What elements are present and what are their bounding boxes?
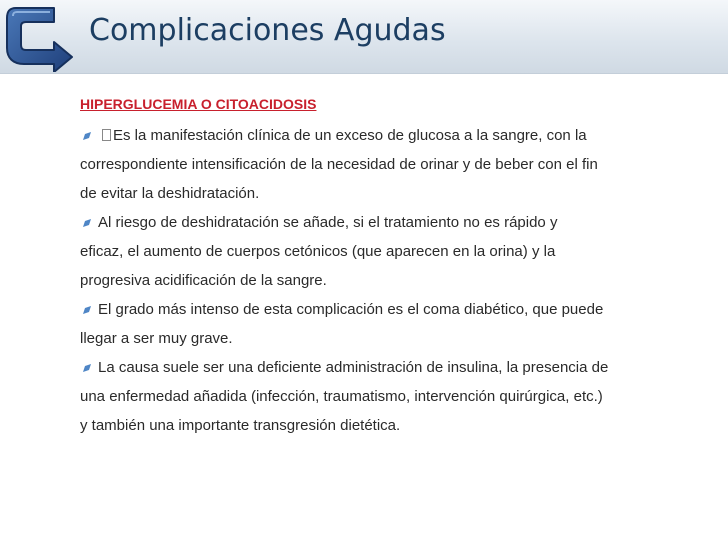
slide-title: Complicaciones Agudas (89, 13, 446, 48)
curved-return-arrow-icon (4, 2, 76, 72)
paragraph-2 (80, 208, 680, 295)
paragraph-line: llegar a ser muy grave. (80, 330, 233, 347)
paragraph-line: una enfermedad añadida (infección, traumatismo, intervención quirúrgica, etc.) (80, 388, 603, 405)
paragraph-4 (80, 353, 680, 440)
blue-arrow-bullet-icon (82, 131, 92, 141)
paragraph-line: de evitar la deshidratación. (80, 185, 260, 202)
missing-glyph-box (102, 129, 111, 141)
paragraph-3 (80, 295, 680, 353)
content-area (80, 93, 680, 440)
paragraph-line: Es la manifestación clínica de un exceso de glucosa a la sangre, con la (80, 121, 680, 150)
blue-arrow-bullet-icon (82, 218, 92, 228)
blue-arrow-bullet-icon (82, 363, 92, 373)
paragraph-line: La causa suele ser una deficiente administración de insulina, la presencia de (80, 353, 680, 382)
paragraph-line: El grado más intenso de esta complicación es el coma diabético, que puede (80, 295, 680, 324)
blue-arrow-bullet-icon (82, 305, 92, 315)
section-subtitle: HIPERGLUCEMIA O CITOACIDOSIS (80, 96, 317, 112)
paragraph-line: y también una importante transgresión dietética. (80, 417, 401, 434)
paragraph-line: correspondiente intensificación de la necesidad de orinar y de beber con el fin (80, 156, 598, 173)
paragraph-line: eficaz, el aumento de cuerpos cetónicos (que aparecen en la orina) y la (80, 243, 556, 260)
header-band (0, 0, 728, 74)
paragraph-line: progresiva acidificación de la sangre. (80, 272, 327, 289)
paragraph-1 (80, 121, 680, 208)
paragraph-line: Al riesgo de deshidratación se añade, si el tratamiento no es rápido y (80, 208, 680, 237)
